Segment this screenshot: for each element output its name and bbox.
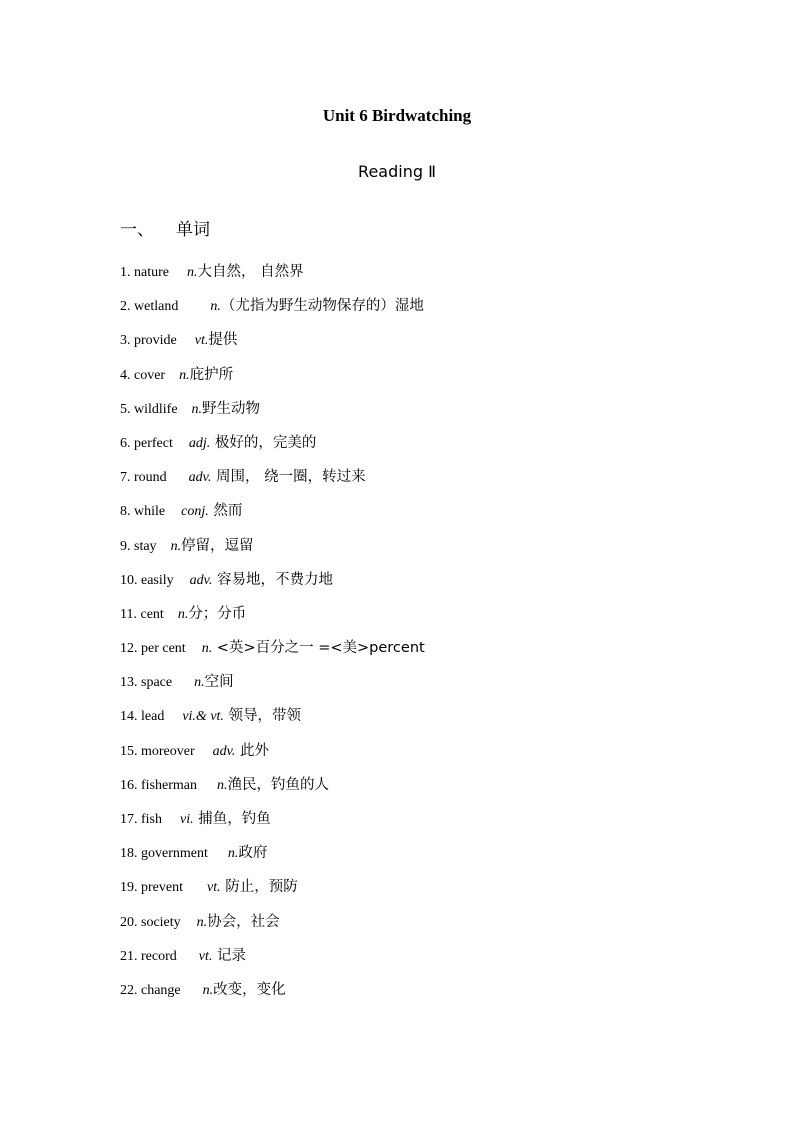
vocab-meaning: 停留，逗留 xyxy=(181,537,254,554)
vocab-meaning: 渔民，钓鱼的人 xyxy=(227,776,329,793)
vocab-meaning: 然而 xyxy=(208,503,243,520)
vocab-meaning: 改变，变化 xyxy=(213,981,286,998)
vocab-meaning: 空间 xyxy=(204,674,234,691)
part-of-speech: n. xyxy=(202,982,214,998)
vocab-entry xyxy=(120,980,740,1014)
vocab-word: 20. society xyxy=(120,914,181,930)
section-label: 单词 xyxy=(176,220,210,240)
part-of-speech: n. xyxy=(177,606,189,622)
vocab-word: 11. cent xyxy=(120,606,164,622)
vocab-word: 9. stay xyxy=(120,538,157,554)
vocab-word: 1. nature xyxy=(120,265,169,280)
section-number: 一、 xyxy=(120,220,154,240)
vocab-meaning: 捕鱼，钓鱼 xyxy=(193,811,271,827)
vocab-word: 8. while xyxy=(120,504,166,520)
vocab-entry xyxy=(120,946,740,980)
vocab-word: 4. cover xyxy=(120,367,166,383)
vocabulary-list xyxy=(120,262,740,1014)
page-title: Unit 6 Birdwatching xyxy=(322,106,472,125)
vocab-meaning: 周围， 绕一圈，转过来 xyxy=(211,469,366,486)
vocab-entry xyxy=(120,775,740,809)
vocab-word: 21. record xyxy=(120,948,177,964)
vocab-meaning: 极好的，完美的 xyxy=(210,434,317,451)
vocab-meaning: 政府 xyxy=(238,845,268,862)
part-of-speech: vt. xyxy=(194,333,209,349)
vocab-meaning: 提供 xyxy=(208,332,238,349)
vocab-meaning: 大自然， 自然界 xyxy=(197,264,304,280)
vocab-entry xyxy=(120,570,740,604)
vocab-meaning: 此外 xyxy=(235,742,269,759)
vocab-entry xyxy=(120,604,740,638)
vocab-entry xyxy=(120,638,740,672)
part-of-speech: n. xyxy=(227,846,239,862)
vocab-word: 3. provide xyxy=(120,333,177,349)
vocab-entry xyxy=(120,706,740,740)
vocab-meaning: 庇护所 xyxy=(189,366,234,383)
vocab-word: 10. easily xyxy=(120,572,174,588)
part-of-speech: conj. xyxy=(181,504,209,520)
vocab-meaning: 分；分币 xyxy=(188,605,247,622)
part-of-speech: adv. xyxy=(188,470,212,486)
vocab-meaning: <英>百分之一 =<美>percent xyxy=(212,640,425,657)
part-of-speech: n. xyxy=(191,401,203,417)
vocab-meaning: （尤指为野生动物保存的）湿地 xyxy=(220,298,424,315)
vocab-word: 7. round xyxy=(120,470,167,486)
vocab-meaning: 记录 xyxy=(212,947,246,964)
vocab-entry xyxy=(120,399,740,433)
part-of-speech: adv. xyxy=(212,743,236,759)
vocab-entry xyxy=(120,809,740,843)
vocab-entry xyxy=(120,536,740,570)
vocab-entry xyxy=(120,262,740,296)
part-of-speech: n. xyxy=(216,777,228,793)
vocab-meaning: 容易地，不费力地 xyxy=(212,571,333,588)
vocab-word: 18. government xyxy=(120,846,208,862)
vocab-word: 12. per cent xyxy=(120,641,186,657)
vocab-word: 2. wetland xyxy=(120,299,179,315)
vocab-entry xyxy=(120,843,740,877)
vocab-word: 15. moreover xyxy=(120,743,195,759)
vocab-entry xyxy=(120,365,740,399)
vocab-entry xyxy=(120,433,740,467)
vocab-word: 19. prevent xyxy=(120,880,183,896)
vocab-entry xyxy=(120,501,740,535)
part-of-speech: n. xyxy=(210,299,221,315)
part-of-speech: vt. xyxy=(198,948,213,964)
part-of-speech: n. xyxy=(196,914,208,930)
vocab-meaning: 野生动物 xyxy=(202,400,261,417)
vocab-entry xyxy=(120,741,740,775)
part-of-speech: adv. xyxy=(189,572,213,588)
vocab-entry xyxy=(120,912,740,946)
vocab-word: 16. fisherman xyxy=(120,777,197,793)
part-of-speech: vi.& vt. xyxy=(182,709,224,725)
vocab-word: 5. wildlife xyxy=(120,401,178,417)
vocab-word: 14. lead xyxy=(120,709,165,725)
vocab-meaning: 协会，社会 xyxy=(207,913,280,930)
part-of-speech: n. xyxy=(170,538,182,554)
vocab-entry xyxy=(120,296,740,330)
part-of-speech: adj. xyxy=(188,435,211,451)
vocab-word: 6. perfect xyxy=(120,435,173,451)
vocab-entry xyxy=(120,877,740,911)
part-of-speech: n. xyxy=(186,265,198,280)
part-of-speech: vt. xyxy=(206,880,221,896)
page-subtitle: Reading Ⅱ xyxy=(358,162,436,181)
part-of-speech: n. xyxy=(179,367,190,383)
vocab-word: 13. space xyxy=(120,675,173,691)
vocab-entry xyxy=(120,672,740,706)
vocab-meaning: 防止，预防 xyxy=(220,879,298,896)
vocab-entry xyxy=(120,467,740,501)
part-of-speech: n. xyxy=(194,675,205,691)
vocab-word: 17. fish xyxy=(120,812,162,827)
vocab-meaning: 领导，带领 xyxy=(223,708,302,725)
vocab-entry xyxy=(120,330,740,364)
vocab-word: 22. change xyxy=(120,982,181,998)
part-of-speech: vi. xyxy=(180,812,194,827)
section-heading xyxy=(120,215,210,240)
part-of-speech: n. xyxy=(201,641,213,657)
